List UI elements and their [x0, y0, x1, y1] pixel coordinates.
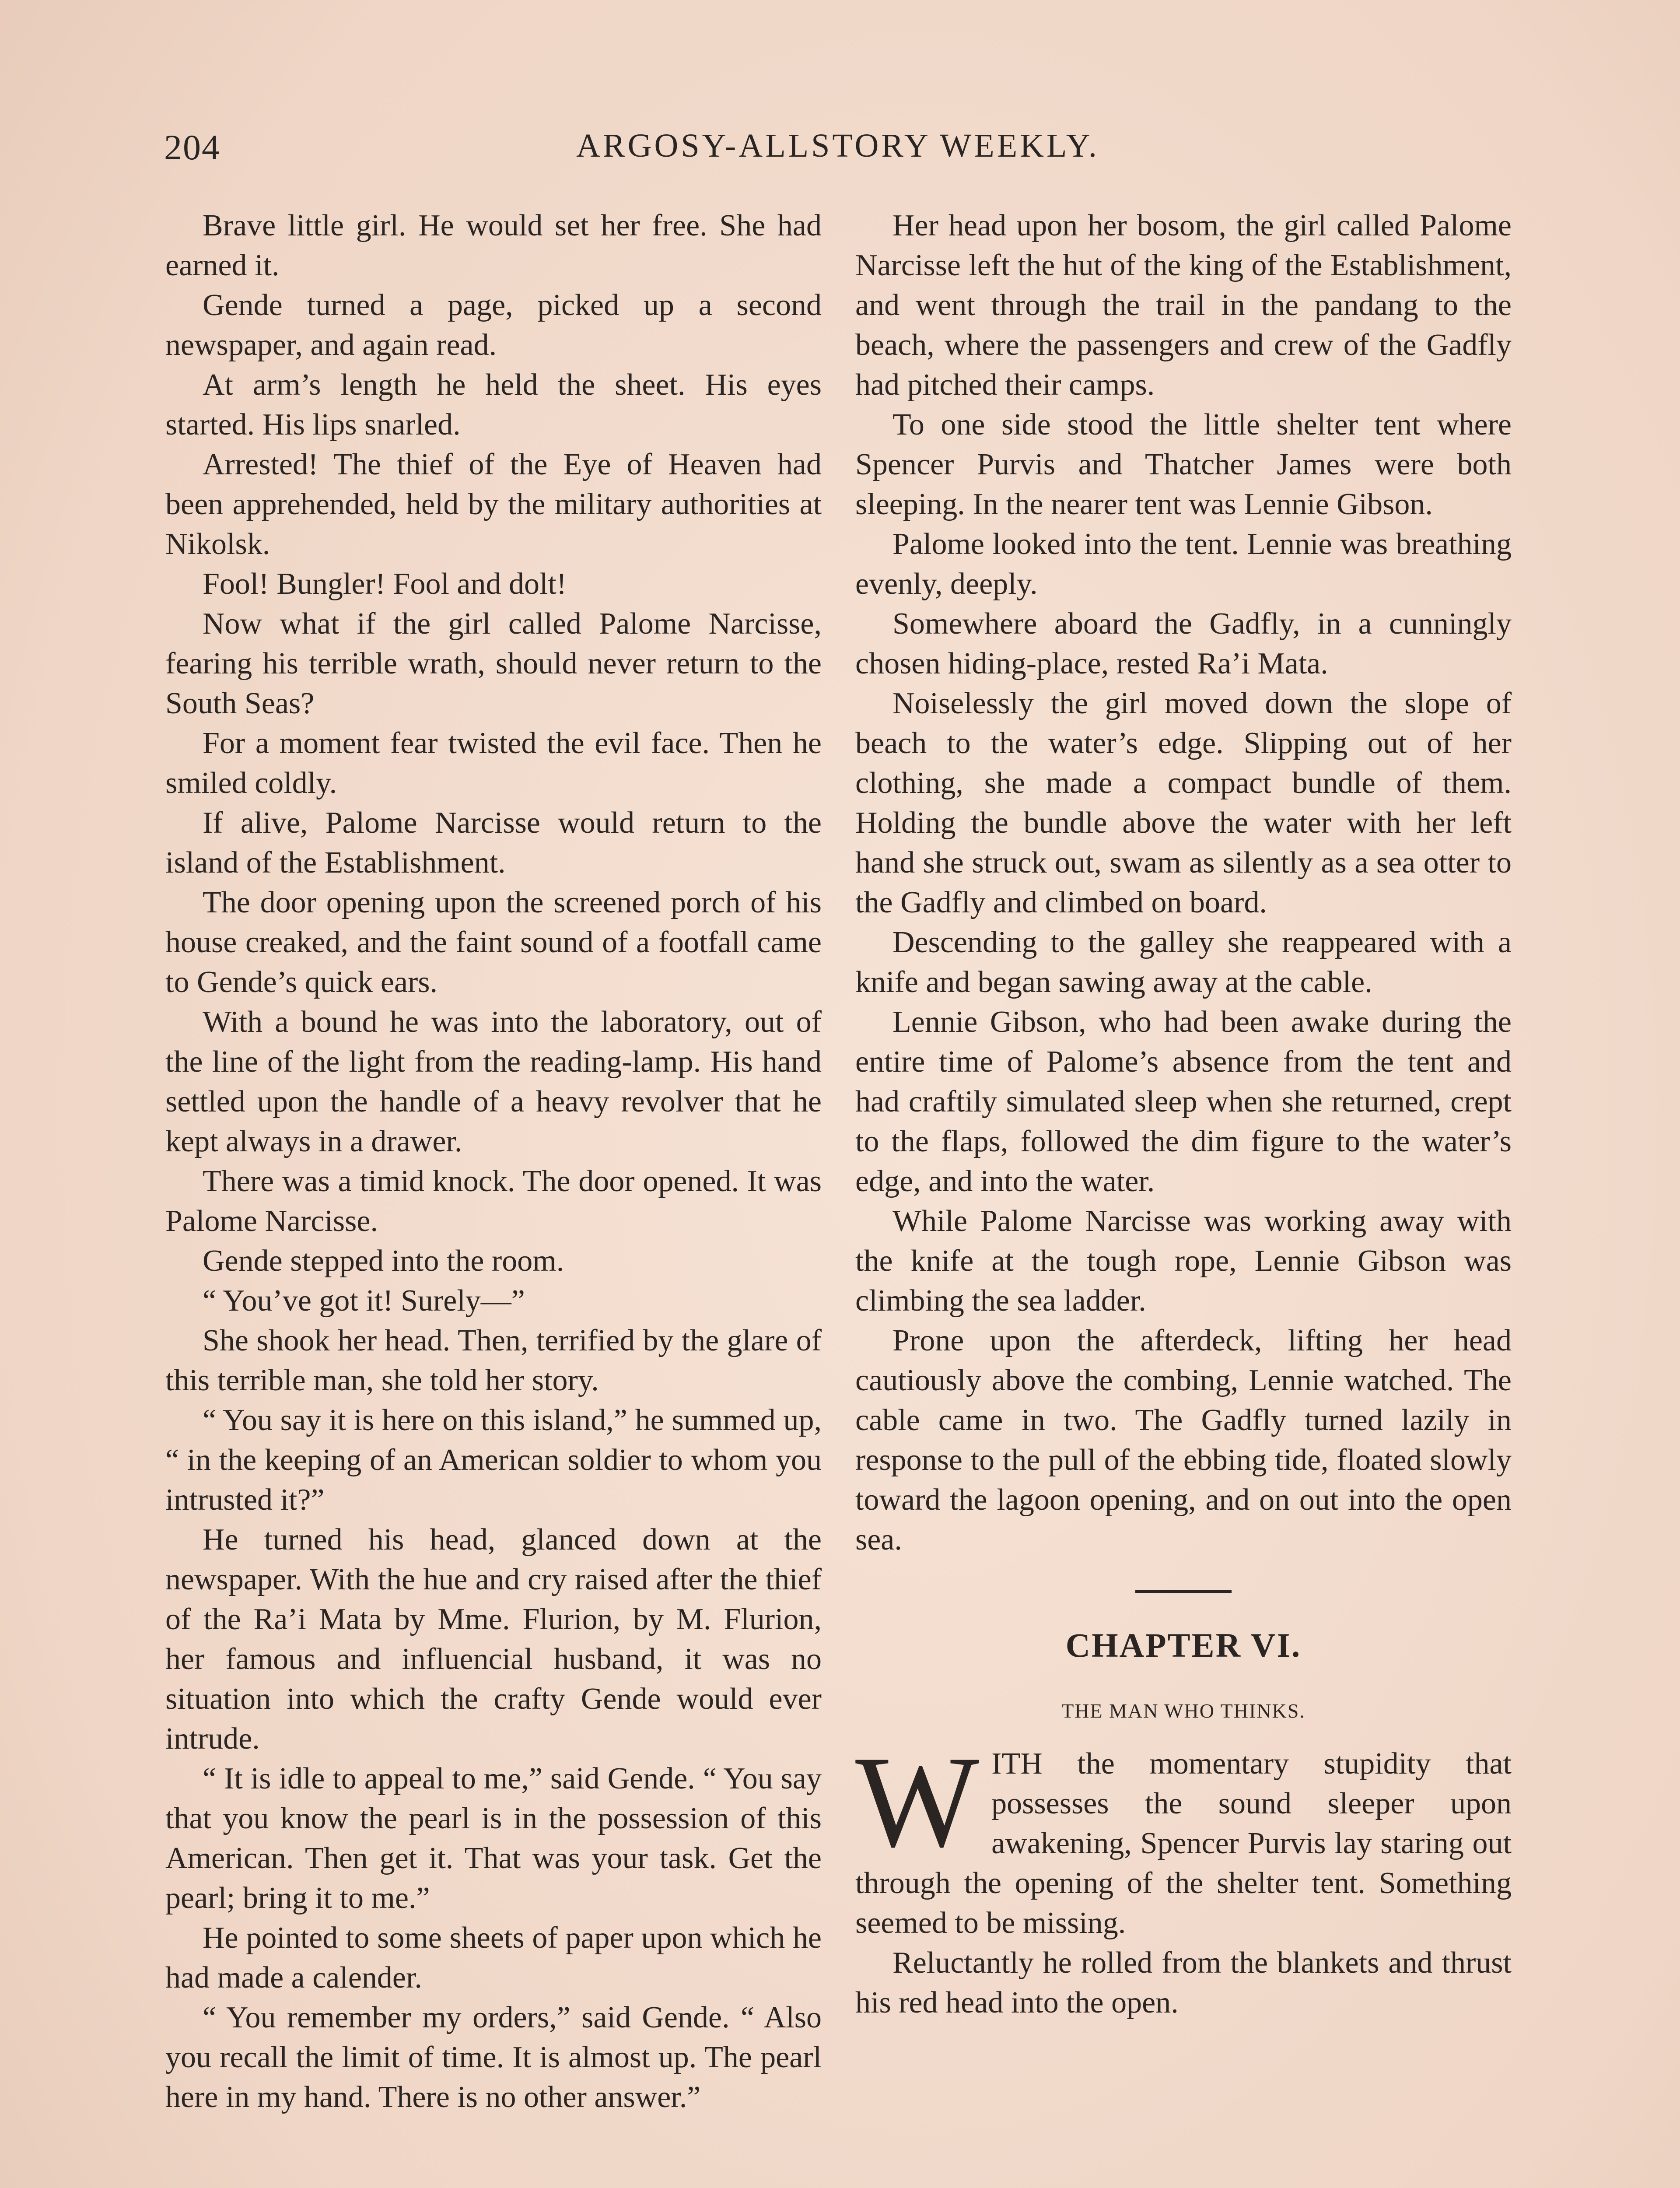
paragraph: Gende turned a page, picked up a second newspaper, and again read.: [165, 288, 822, 362]
paragraph: Lennie Gibson, who had been awake during the entire time of Palome’s absence from the tent and had craftily simulated sleep when she returned, crept to the flaps, followed the dim figure to the water’s edge, and into the water.: [855, 1005, 1512, 1198]
paragraph: “ It is idle to appeal to me,” said Gende. “ You say that you know the pearl is in the possession of this American. Then get it. That was your task. Get the pearl; bring it to me.”: [165, 1762, 822, 1915]
paragraph: Fool! Bungler! Fool and dolt!: [203, 567, 567, 601]
paragraph: “ You’ve got it! Surely—”: [203, 1284, 525, 1318]
paragraph: At arm’s length he held the sheet. His eyes started. His lips snarled.: [165, 368, 822, 442]
paragraph: Palome looked into the tent. Lennie was breathing evenly, deeply.: [855, 527, 1512, 601]
paragraph: Somewhere aboard the Gadfly, in a cunningly chosen hiding-place, rested Ra’i Mata.: [855, 607, 1512, 680]
page-header: [164, 127, 1512, 175]
paragraph: Now what if the girl called Palome Narcisse, fearing his terrible wrath, should never return to the South Seas?: [165, 607, 822, 720]
chapter-opening-paragraph: [855, 1729, 1512, 1943]
paragraph: Gende stepped into the room.: [203, 1244, 564, 1278]
paragraph: The door opening upon the screened porch of his house creaked, and the faint sound of a footfall came to Gende’s quick ears.: [165, 886, 822, 999]
paragraph: Descending to the galley she reappeared with a knife and began sawing away at the cable.: [855, 926, 1512, 999]
paragraph: Noiselessly the girl moved down the slope of beach to the water’s edge. Slipping out of her clothing, she made a compact bundle of them. Holding the bundle above the water with her left hand she struck out, swam as silently as a sea otter to the Gadfly and climbed on board.: [855, 687, 1512, 919]
paragraph: There was a timid knock. The door opened. It was Palome Narcisse.: [165, 1164, 822, 1238]
chapter-subtitle: THE MAN WHO THINKS.: [1061, 1700, 1306, 1722]
paragraph: “ You remember my orders,” said Gende. “ Also you recall the limit of time. It is almost up. The pearl here in my hand. There is no other answer.”: [165, 2001, 822, 2114]
running-head: ARGOSY-ALLSTORY WEEKLY.: [576, 127, 1099, 164]
paragraph: While Palome Narcisse was working away with the knife at the tough rope, Lennie Gibson was climbing the sea ladder.: [855, 1204, 1512, 1318]
paragraph: Her head upon her bosom, the girl called Palome Narcisse left the hut of the king of the Establishment, and went through the trail in the pandang to the beach, where the passengers and crew of the Gadfly had pitched their camps.: [855, 209, 1512, 402]
right-column: [855, 206, 1512, 2023]
paragraph: Brave little girl. He would set her free. She had earned it.: [165, 209, 822, 282]
drop-cap: W: [855, 1729, 980, 1874]
paragraph: Prone upon the afterdeck, lifting her head cautiously above the combing, Lennie watched. The cable came in two. The Gadfly turned lazily in response to the pull of the ebbing tide, floated slowly toward the lagoon opening, and on out into the open sea.: [855, 1324, 1512, 1557]
page-number: 204: [164, 127, 220, 167]
paragraph: “ You say it is here on this island,” he summed up, “ in the keeping of an American soldier to whom you intrusted it?”: [165, 1403, 822, 1517]
paragraph: For a moment fear twisted the evil face. Then he smiled coldly.: [165, 726, 822, 800]
paragraph: Reluctantly he rolled from the blankets and thrust his red head into the open.: [855, 1946, 1512, 2020]
paragraph: He pointed to some sheets of paper upon which he had made a calender.: [165, 1921, 822, 1995]
paragraph: To one side stood the little shelter tent where Spencer Purvis and Thatcher James were both sleeping. In the nearer tent was Lennie Gibson.: [855, 408, 1512, 521]
paragraph: She shook her head. Then, terrified by the glare of this terrible man, she told her story.: [165, 1324, 822, 1397]
paragraph: With a bound he was into the laboratory, out of the line of the light from the reading-lamp. His hand settled upon the handle of a heavy revolver that he kept always in a drawer.: [165, 1005, 822, 1158]
left-column: [165, 206, 822, 2117]
paragraph: He turned his head, glanced down at the newspaper. With the hue and cry raised after the thief of the Ra’i Mata by Mme. Flurion, by M. Flurion, her famous and influencial husband, it was no situation into which the crafty Gende would ever intrude.: [165, 1523, 822, 1756]
chapter-heading: CHAPTER VI.: [1065, 1626, 1302, 1664]
paragraph: Arrested! The thief of the Eye of Heaven had been apprehended, held by the military authorities at Nikolsk.: [165, 448, 822, 561]
paragraph: If alive, Palome Narcisse would return to the island of the Establishment.: [165, 806, 822, 880]
section-divider: [1135, 1590, 1232, 1593]
chapter-opening-text: ITH the momentary stupidity that possesses the sound sleeper upon awakening, Spencer Purvis lay staring out through the opening of the shelter tent. Something seemed to be missing.: [855, 1747, 1512, 1940]
